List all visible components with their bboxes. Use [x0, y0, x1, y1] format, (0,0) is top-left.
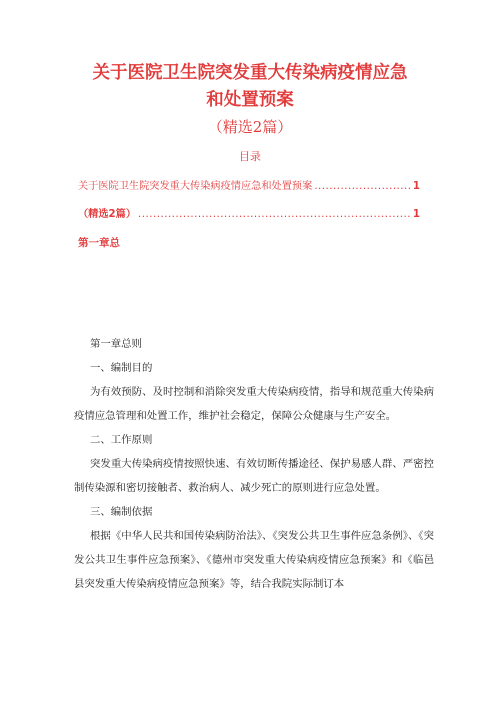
- section-heading: 二、工作原则: [90, 434, 153, 446]
- toc-entry-page: 1: [412, 209, 420, 220]
- toc-chapter-label: 第一章总: [78, 237, 120, 249]
- toc-entry-label: 关于医院卫生院突发重大传染病疫情应急和处置预案: [78, 181, 313, 192]
- section-paragraph: 突发重大传染病疫情按照快速、有效切断传播途径、保护易感人群、严密控制传染源和密切接触者、救治病人、减少死亡的原则进行应急处置。: [74, 458, 434, 494]
- section-paragraph: 为有效预防、及时控制和消除突发重大传染病疫情，指导和规范重大传染病疫情应急管理和处置工作，维护社会稳定，保障公众健康与生产安全。: [74, 386, 434, 422]
- toc-leader-dots: [138, 207, 411, 223]
- document-title: [40, 60, 460, 114]
- toc-entry[interactable]: [78, 179, 420, 195]
- document-subtitle: （精选2篇）: [207, 118, 293, 136]
- section-heading: 三、编制依据: [90, 506, 153, 518]
- title-line-1: 关于医院卫生院突发重大传染病疫情应急: [92, 63, 408, 83]
- toc-heading: 目录: [239, 150, 261, 163]
- toc-entry-page: 1: [412, 181, 420, 192]
- document-body: [74, 332, 434, 596]
- toc-entry-label: （精选2篇）: [78, 209, 137, 220]
- section-paragraph: 根据《中华人民共和国传染病防治法》、《突发公共卫生事件应急条例》、《突发公共卫生事件应急预案》、《德州市突发重大传染病疫情应急预案》和《临邑县突发重大传染病疫情应急预案》等，结合我院实际制订本: [74, 530, 434, 590]
- section-heading: 一、编制目的: [90, 362, 153, 374]
- chapter-heading: 第一章总则: [90, 338, 142, 350]
- toc-entry[interactable]: [78, 207, 420, 223]
- toc-leader-dots: [314, 179, 411, 195]
- title-line-2: 和处置预案: [206, 90, 294, 110]
